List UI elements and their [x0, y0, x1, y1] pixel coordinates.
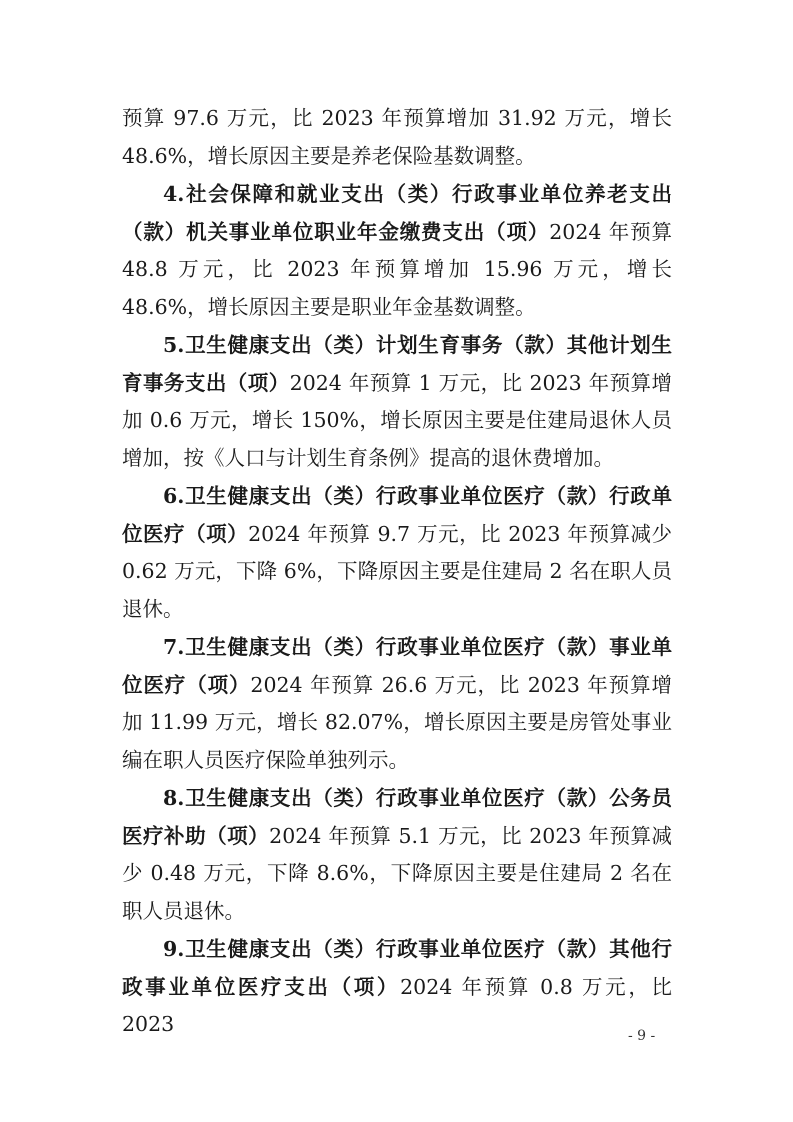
page-number: - 9 - [628, 1028, 656, 1044]
paragraph-heading: 7.卫生健康支出（类）行政事业单位医疗（款）事业单位医疗（项） [122, 635, 672, 697]
paragraph-3-continuation [122, 100, 672, 175]
paragraph-5 [122, 327, 672, 477]
paragraph-heading: 5.卫生健康支出（类）计划生育事务（款）其他计划生育事务支出（项） [122, 333, 672, 395]
paragraph-body: 2024 年预算 0.8 万元，比 2023 [122, 974, 673, 1036]
paragraph-heading: 9.卫生健康支出（类）行政事业单位医疗（款）其他行政事业单位医疗支出（项） [122, 937, 672, 999]
paragraph-body: 2024 年预算 1 万元，比 2023 年预算增加 0.6 万元，增长 150%，增长原因主要是住建局退休人员增加，按《人口与计划生育条例》提高的退休费增加。 [122, 370, 673, 470]
paragraph-heading: 8.卫生健康支出（类）行政事业单位医疗（款）公务员医疗补助（项） [122, 786, 672, 848]
paragraph-body: 2024 年预算 9.7 万元，比 2023 年预算减少 0.62 万元，下降 6%，下降原因主要是住建局 2 名在职人员退休。 [122, 521, 673, 621]
paragraph-heading: 4.社会保障和就业支出（类）行政事业单位养老支出（款）机关事业单位职业年金缴费支出（项） [122, 182, 672, 244]
document-body [122, 100, 672, 1044]
paragraph-body: 2024 年预算 26.6 万元，比 2023 年预算增加 11.99 万元，增长 82.07%，增长原因主要是房管处事业编在职人员医疗保险单独列示。 [122, 672, 672, 772]
paragraph-body: 预算 97.6 万元，比 2023 年预算增加 31.92 万元，增长 48.6%，增长原因主要是养老保险基数调整。 [122, 106, 672, 168]
paragraph-6 [122, 478, 672, 628]
paragraph-heading: 6.卫生健康支出（类）行政事业单位医疗（款）行政单位医疗（项） [122, 484, 672, 546]
paragraph-body: 2024 年预算 5.1 万元，比 2023 年预算减少 0.48 万元，下降 8.6%，下降原因主要是住建局 2 名在职人员退休。 [122, 823, 673, 923]
paragraph-9 [122, 931, 672, 1044]
paragraph-body: 2024 年预算 48.8 万元，比 2023 年预算增加 15.96 万元，增长 48.6%，增长原因主要是职业年金基数调整。 [122, 219, 673, 319]
paragraph-7 [122, 629, 672, 779]
paragraph-4 [122, 176, 672, 326]
paragraph-8 [122, 780, 672, 930]
